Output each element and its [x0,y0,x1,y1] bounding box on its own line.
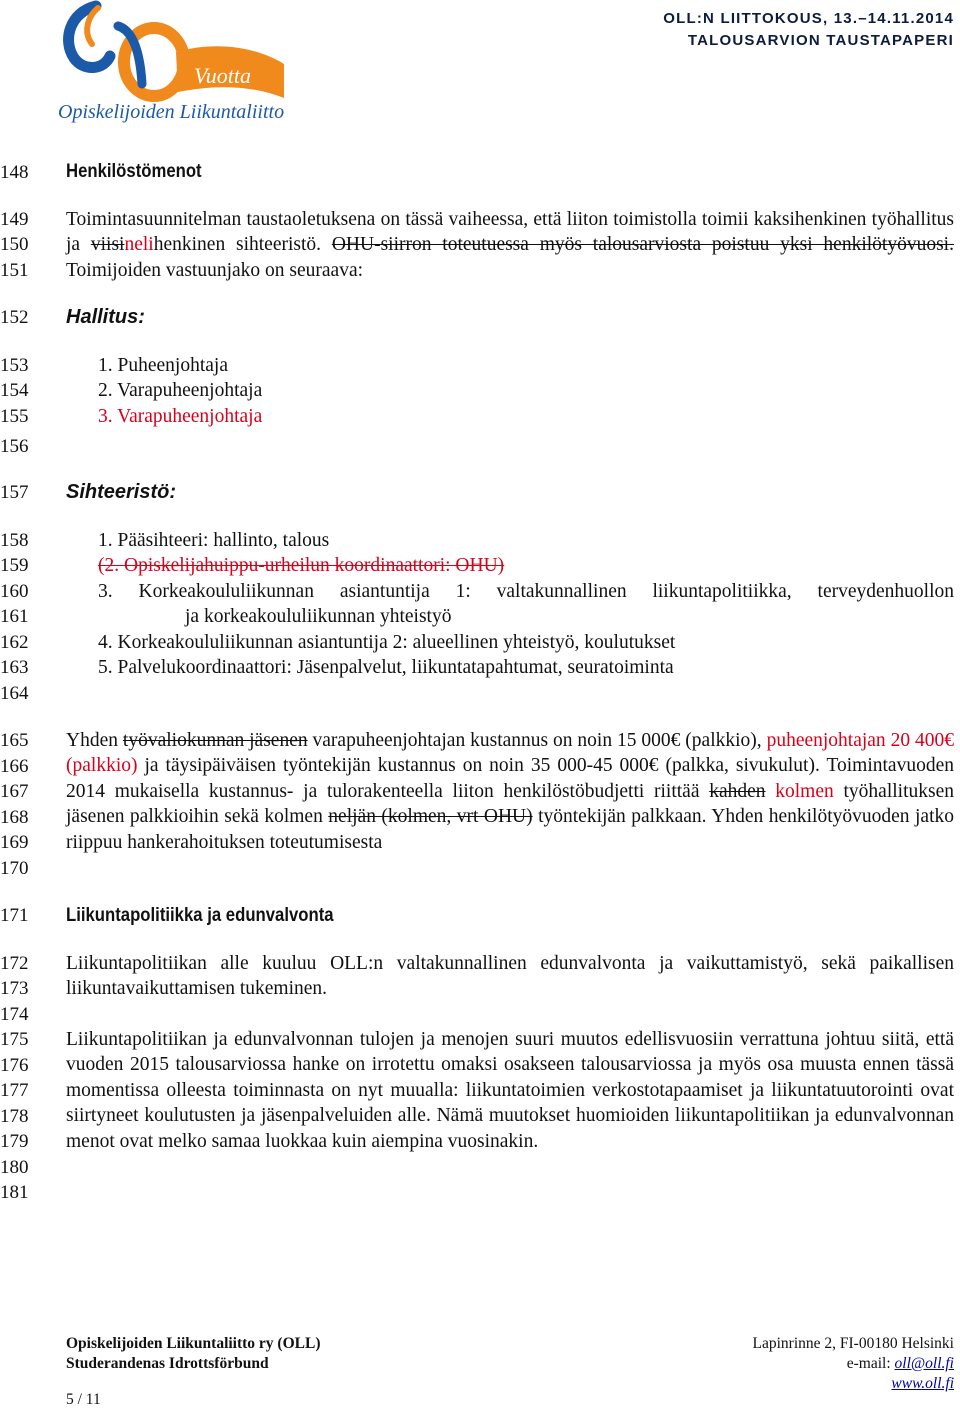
text-run: varapuheenjohtajan kustannus on noin 15 000€ (palkkio), [307,730,767,751]
line-number: 151 [0,260,29,281]
list-item: 5. Palvelukoordinaattori: Jäsenpalvelut, liikuntatapahtumat, seuratoiminta [98,657,674,678]
line-number: 153 [0,355,29,376]
line-number: 167 [0,781,29,802]
footer-address: Lapinrinne 2, FI-00180 Helsinki [752,1335,954,1352]
line-number: 159 [0,555,29,576]
list-item-inserted: 3. Varapuheenjohtaja [98,406,263,427]
line-number: 165 [0,730,29,751]
deleted-text: OHU-siirron toteutuessa myös talousarviosta poistuu yksi henkilötyövuosi. [331,234,954,256]
line-number: 173 [0,978,29,999]
footer-email-line [847,1354,954,1374]
footer-web-line [891,1374,954,1394]
section-heading-liikuntapolitiikka: Liikuntapolitiikka ja edunvalvonta [66,905,334,926]
paragraph: Liikuntapolitiikan ja edunvalvonnan tulojen ja menojen suuri muutos edellisvuosiin verrattuna johtuu siitä, että vuoden 2015 talousarviossa hanke on irrotettu omaksi osakseen talousarviossa ja myös osa muusta ennen tässä momentissa olleesta toiminnasta on nyt muualla: liikuntatoimien verkostotapaamiset ja liikuntatuutorointi ovat siirtyneet koulutusten ja jäsenpalveluiden alle. Nämä muutokset huomioiden liikuntapolitiikan ja edunvalvonnan menot ovat melko samaa luokkaa kuin aiempina vuosinakin. [66,1029,954,1152]
text-run: ja täysipäiväisen työntekijän kustannus on noin 35 000-45 000€ (palkka, sivukulut). Toimintavuoden 2014 mukaisella kustannus- ja tulorakenteella liiton henkilöstöbudjetti riittää [66,755,954,802]
text-run: työhallituksen jäsenen palkkioihin sekä kolmen [66,780,954,828]
line-number: 155 [0,406,29,427]
list-item-continuation: ja korkeakoululiikunnan yhteistyö [185,606,452,627]
line-number: 160 [0,581,29,602]
intro-paragraph [66,207,954,283]
list-item: 1. Puheenjohtaja [98,355,228,376]
line-number: 162 [0,632,29,653]
website-link[interactable]: www.oll.fi [891,1375,954,1392]
line-number: 180 [0,1157,29,1178]
text-run: henkinen sihteeristö. [153,234,332,256]
text-run: työntekijän palkkaan. Yhden henkilötyövuoden jatko riippuu hankerahoituksen toteutumisesta [66,806,954,853]
line-number: 149 [0,209,29,230]
list-item: 1. Pääsihteeri: hallinto, talous [98,530,330,551]
hallitus-heading: Hallitus: [66,306,145,328]
line-number: 177 [0,1080,29,1101]
inserted-text: puheenjohtajan 20 400€ (palkkio) [66,730,954,777]
cost-paragraph [66,728,954,855]
line-number: 172 [0,953,29,974]
line-number: 166 [0,756,29,777]
section-heading-henkilostomenot: Henkilöstömenot [66,161,202,182]
line-number: 157 [0,482,29,503]
text-run: Toimintasuunnitelman taustaoletuksena on tässä vaiheessa, että liiton toimistolla toimii kaksihenkinen työhallitus ja [66,209,954,256]
deleted-text: viisi [90,234,125,256]
sihteeristo-heading: Sihteeristö: [66,481,177,503]
email-link[interactable]: oll@oll.fi [894,1355,954,1372]
line-number: 178 [0,1106,29,1127]
logo-org-text: Opiskelijoiden Liikuntaliitto [58,101,285,123]
footer-org-sv: Studerandenas Idrottsförbund [66,1355,269,1372]
deleted-text: neljän (kolmen, vrt OHU) [328,806,533,828]
deleted-text: kahden [709,780,766,802]
footer-org-fi: Opiskelijoiden Liikuntaliitto ry (OLL) [66,1335,321,1352]
line-number: 181 [0,1182,29,1203]
list-item-deleted: (2. Opiskelijahuippu-urheilun koordinaattori: OHU) [98,555,505,576]
list-item: 2. Varapuheenjohtaja [98,380,263,401]
line-number: 176 [0,1055,29,1076]
line-number: 170 [0,858,29,879]
line-number: 150 [0,234,29,255]
line-number: 156 [0,436,29,457]
header-title-line2: TALOUSARVION TAUSTAPAPERI [687,32,954,49]
line-number: 174 [0,1004,29,1025]
page-number: 5 / 11 [66,1391,101,1408]
inserted-text: kolmen [765,780,834,802]
line-number: 175 [0,1029,29,1050]
text-run: Toimijoiden vastuunjako on seuraava: [66,259,364,281]
line-number: 158 [0,530,29,551]
line-number: 152 [0,307,29,328]
line-number: 154 [0,380,29,401]
line-number: 148 [0,162,29,183]
logo-badge-text: Vuotta [194,63,252,88]
line-number: 168 [0,807,29,828]
deleted-text: työvaliokunnan jäsenen [122,730,308,751]
email-label: e-mail: [846,1355,895,1372]
paragraph: Liikuntapolitiikan alle kuuluu OLL:n valtakunnallinen edunvalvonta ja vaikuttamistyö, sekä paikallisen liikuntavaikuttamisen tukeminen. [66,953,954,1000]
inserted-text: neli [124,234,154,256]
line-number: 171 [0,905,29,926]
list-item: 3. Korkeakoululiikunnan asiantuntija 1: valtakunnallinen liikuntapolitiikka, terveydenhuollon [98,581,954,602]
line-number: 179 [0,1131,29,1152]
line-number: 161 [0,606,29,627]
header-title-line1: OLL:N LIITTOKOUS, 13.–14.11.2014 [663,10,954,27]
line-number: 163 [0,657,29,678]
list-item: 4. Korkeakoululiikunnan asiantuntija 2: alueellinen yhteistyö, koulutukset [98,632,676,653]
text-run: Yhden [66,730,123,751]
logo [58,0,298,130]
line-number: 169 [0,832,29,853]
line-number: 164 [0,683,29,704]
